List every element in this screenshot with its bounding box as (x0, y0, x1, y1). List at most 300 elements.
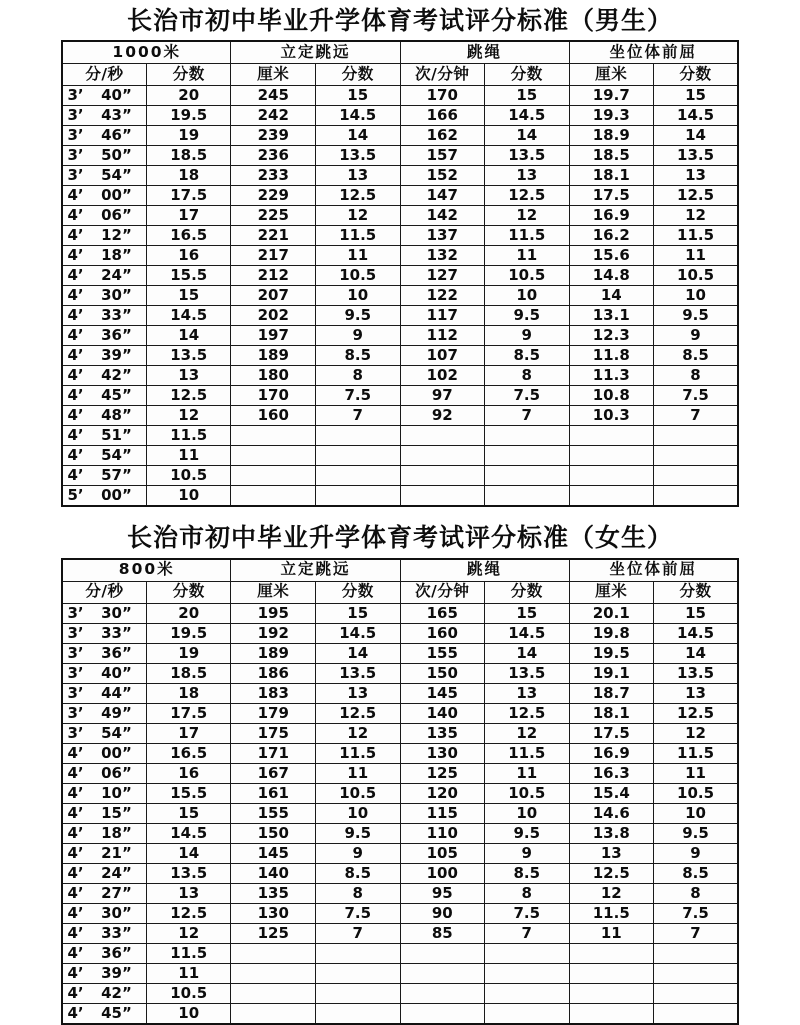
rope-count-cell: 142 (400, 206, 485, 226)
sit-score-cell: 10.5 (654, 266, 739, 286)
rope-score-cell (485, 943, 570, 963)
sit-reach-cell: 16.2 (569, 226, 654, 246)
rope-score-cell: 13.5 (485, 663, 570, 683)
run-time-seconds: 06” (101, 763, 132, 782)
sit-reach-cell: 12.3 (569, 326, 654, 346)
col-header-run-score-female: 分数 (146, 581, 231, 603)
run-time-seconds: 00” (101, 743, 132, 762)
run-time-cell (62, 603, 147, 623)
table-row (62, 883, 738, 903)
sit-score-cell (654, 943, 739, 963)
col-header-jump-cm-male: 厘米 (231, 64, 316, 86)
sit-reach-cell: 11.5 (569, 903, 654, 923)
run-score-cell: 14 (146, 843, 231, 863)
run-time-cell (62, 983, 147, 1003)
rope-count-cell (400, 486, 485, 507)
table-row (62, 406, 738, 426)
table-row (62, 386, 738, 406)
run-time-cell (62, 106, 147, 126)
run-score-cell: 17 (146, 206, 231, 226)
run-score-cell: 14.5 (146, 306, 231, 326)
jump-score-cell: 12.5 (315, 186, 400, 206)
run-time-cell (62, 126, 147, 146)
run-score-cell: 12.5 (146, 903, 231, 923)
jump-score-cell: 13.5 (315, 146, 400, 166)
sit-score-cell: 8 (654, 883, 739, 903)
jump-distance-cell: 225 (231, 206, 316, 226)
jump-score-cell: 14 (315, 126, 400, 146)
rope-count-cell (400, 943, 485, 963)
run-time-minutes: 3’ (67, 703, 84, 722)
rope-count-cell: 132 (400, 246, 485, 266)
rope-score-cell: 13 (485, 166, 570, 186)
sit-reach-cell: 19.7 (569, 86, 654, 106)
sit-score-cell: 13 (654, 683, 739, 703)
rope-score-cell: 9.5 (485, 306, 570, 326)
col-header-rope-score-male: 分数 (485, 64, 570, 86)
run-score-cell: 13 (146, 883, 231, 903)
column-header-row-male (62, 64, 738, 86)
sit-reach-cell (569, 983, 654, 1003)
sit-score-cell: 12 (654, 723, 739, 743)
rope-score-cell (485, 1003, 570, 1024)
run-time-minutes: 4’ (67, 346, 84, 365)
sit-score-cell: 8.5 (654, 346, 739, 366)
sit-reach-cell: 11 (569, 923, 654, 943)
jump-score-cell: 8.5 (315, 863, 400, 883)
jump-score-cell: 12.5 (315, 703, 400, 723)
rope-score-cell: 11 (485, 763, 570, 783)
sit-score-cell: 12.5 (654, 703, 739, 723)
rope-score-cell: 9 (485, 843, 570, 863)
rope-count-cell: 150 (400, 663, 485, 683)
run-time-minutes: 4’ (67, 803, 84, 822)
run-time-cell (62, 386, 147, 406)
run-time-minutes: 4’ (67, 366, 84, 385)
run-score-cell: 16.5 (146, 226, 231, 246)
sit-score-cell: 9.5 (654, 306, 739, 326)
jump-distance-cell: 161 (231, 783, 316, 803)
column-header-row-female (62, 581, 738, 603)
run-time-seconds: 36” (101, 643, 132, 662)
table-row (62, 366, 738, 386)
run-time-cell (62, 346, 147, 366)
run-score-cell: 19.5 (146, 623, 231, 643)
rope-count-cell: 160 (400, 623, 485, 643)
run-time-minutes: 4’ (67, 406, 84, 425)
rope-count-cell: 122 (400, 286, 485, 306)
sit-score-cell (654, 1003, 739, 1024)
rope-count-cell: 112 (400, 326, 485, 346)
run-score-cell: 12 (146, 406, 231, 426)
rope-score-cell: 15 (485, 603, 570, 623)
run-time-seconds: 54” (101, 166, 132, 185)
jump-score-cell: 9.5 (315, 823, 400, 843)
group-header-ropeskip-female: 跳绳 (400, 559, 569, 582)
sit-score-cell (654, 963, 739, 983)
run-time-minutes: 4’ (67, 446, 84, 465)
rope-score-cell (485, 963, 570, 983)
run-time-minutes: 3’ (67, 623, 84, 642)
rope-count-cell: 120 (400, 783, 485, 803)
rope-score-cell: 11 (485, 246, 570, 266)
jump-score-cell: 7 (315, 923, 400, 943)
run-time-seconds: 30” (101, 903, 132, 922)
table-row (62, 863, 738, 883)
table-body-male (62, 86, 738, 507)
table-row (62, 326, 738, 346)
run-time-seconds: 30” (101, 286, 132, 305)
sit-score-cell (654, 983, 739, 1003)
jump-score-cell (315, 426, 400, 446)
sit-score-cell: 8 (654, 366, 739, 386)
jump-score-cell: 15 (315, 86, 400, 106)
run-time-cell (62, 943, 147, 963)
table-row (62, 446, 738, 466)
sit-reach-cell: 19.1 (569, 663, 654, 683)
run-time-cell (62, 723, 147, 743)
run-time-seconds: 10” (101, 783, 132, 802)
table-row (62, 743, 738, 763)
run-score-cell: 17.5 (146, 703, 231, 723)
run-time-cell (62, 663, 147, 683)
jump-distance-cell: 183 (231, 683, 316, 703)
run-time-cell (62, 623, 147, 643)
col-header-jump-score-male: 分数 (315, 64, 400, 86)
jump-score-cell (315, 486, 400, 507)
rope-score-cell: 9.5 (485, 823, 570, 843)
sit-reach-cell: 18.1 (569, 703, 654, 723)
sit-score-cell: 14 (654, 126, 739, 146)
run-time-cell (62, 226, 147, 246)
rope-count-cell: 130 (400, 743, 485, 763)
col-header-sit-cm-male: 厘米 (569, 64, 654, 86)
run-time-seconds: 15” (101, 803, 132, 822)
rope-count-cell: 157 (400, 146, 485, 166)
run-score-cell: 11 (146, 446, 231, 466)
run-time-seconds: 24” (101, 863, 132, 882)
run-time-cell (62, 286, 147, 306)
col-header-run-score-male: 分数 (146, 64, 231, 86)
table-row (62, 663, 738, 683)
scoring-table-female (61, 558, 739, 1025)
rope-count-cell: 145 (400, 683, 485, 703)
col-header-sit-score-female: 分数 (654, 581, 739, 603)
table-row (62, 703, 738, 723)
table-row (62, 246, 738, 266)
run-time-minutes: 3’ (67, 126, 84, 145)
col-header-sit-score-male: 分数 (654, 64, 739, 86)
col-header-jump-score-female: 分数 (315, 581, 400, 603)
run-time-cell (62, 863, 147, 883)
run-score-cell: 11 (146, 963, 231, 983)
run-time-cell (62, 86, 147, 106)
sit-reach-cell: 12 (569, 883, 654, 903)
run-score-cell: 18 (146, 166, 231, 186)
rope-score-cell: 10.5 (485, 783, 570, 803)
run-time-cell (62, 306, 147, 326)
jump-score-cell: 12 (315, 206, 400, 226)
sit-score-cell: 9 (654, 843, 739, 863)
run-time-seconds: 21” (101, 843, 132, 862)
sit-reach-cell: 16.9 (569, 743, 654, 763)
sit-reach-cell (569, 486, 654, 507)
rope-count-cell (400, 1003, 485, 1024)
sit-reach-cell (569, 943, 654, 963)
jump-score-cell (315, 1003, 400, 1024)
jump-distance-cell: 167 (231, 763, 316, 783)
run-time-minutes: 4’ (67, 206, 84, 225)
run-time-seconds: 50” (101, 146, 132, 165)
jump-distance-cell (231, 486, 316, 507)
table-row (62, 1003, 738, 1024)
rope-score-cell: 13.5 (485, 146, 570, 166)
jump-distance-cell: 186 (231, 663, 316, 683)
run-score-cell: 18.5 (146, 663, 231, 683)
jump-score-cell: 9.5 (315, 306, 400, 326)
run-time-cell (62, 883, 147, 903)
run-score-cell: 13.5 (146, 346, 231, 366)
run-time-minutes: 4’ (67, 186, 84, 205)
table-row (62, 683, 738, 703)
run-time-seconds: 40” (101, 663, 132, 682)
table-head-female (62, 559, 738, 604)
col-header-rope-count-female: 次/分钟 (400, 581, 485, 603)
table-row (62, 723, 738, 743)
jump-score-cell: 11 (315, 246, 400, 266)
jump-distance-cell: 189 (231, 643, 316, 663)
group-header-row-female (62, 559, 738, 582)
table-row (62, 803, 738, 823)
jump-distance-cell: 170 (231, 386, 316, 406)
sit-reach-cell: 11.3 (569, 366, 654, 386)
run-time-minutes: 4’ (67, 983, 84, 1002)
run-score-cell: 13.5 (146, 863, 231, 883)
jump-score-cell: 10 (315, 803, 400, 823)
rope-count-cell: 135 (400, 723, 485, 743)
sit-score-cell: 12 (654, 206, 739, 226)
sit-reach-cell: 11.8 (569, 346, 654, 366)
jump-distance-cell: 140 (231, 863, 316, 883)
run-time-seconds: 45” (101, 386, 132, 405)
run-score-cell: 10 (146, 486, 231, 507)
table-row (62, 266, 738, 286)
jump-distance-cell: 236 (231, 146, 316, 166)
sit-reach-cell: 13.1 (569, 306, 654, 326)
run-score-cell: 14.5 (146, 823, 231, 843)
rope-score-cell (485, 446, 570, 466)
run-time-minutes: 4’ (67, 246, 84, 265)
jump-score-cell: 8 (315, 883, 400, 903)
rope-score-cell (485, 426, 570, 446)
table-row (62, 643, 738, 663)
run-score-cell: 19.5 (146, 106, 231, 126)
run-time-minutes: 3’ (67, 603, 84, 622)
sit-reach-cell: 19.5 (569, 643, 654, 663)
col-header-run-time-female: 分/秒 (62, 581, 147, 603)
run-time-cell (62, 823, 147, 843)
run-time-minutes: 4’ (67, 466, 84, 485)
rope-score-cell: 7.5 (485, 903, 570, 923)
sit-score-cell (654, 466, 739, 486)
table-row (62, 983, 738, 1003)
sit-reach-cell: 14.8 (569, 266, 654, 286)
rope-score-cell: 8 (485, 883, 570, 903)
table-row (62, 226, 738, 246)
rope-count-cell: 115 (400, 803, 485, 823)
rope-score-cell: 10 (485, 803, 570, 823)
run-time-cell (62, 763, 147, 783)
col-header-rope-count-male: 次/分钟 (400, 64, 485, 86)
jump-score-cell (315, 963, 400, 983)
run-time-seconds: 39” (101, 346, 132, 365)
run-time-minutes: 3’ (67, 106, 84, 125)
table-row (62, 963, 738, 983)
run-score-cell: 16 (146, 763, 231, 783)
sit-reach-cell: 12.5 (569, 863, 654, 883)
sit-score-cell: 14 (654, 643, 739, 663)
jump-distance-cell: 192 (231, 623, 316, 643)
jump-score-cell: 9 (315, 326, 400, 346)
run-time-cell (62, 446, 147, 466)
run-time-seconds: 54” (101, 446, 132, 465)
rope-count-cell: 125 (400, 763, 485, 783)
sit-reach-cell: 19.3 (569, 106, 654, 126)
sit-reach-cell: 16.3 (569, 763, 654, 783)
sit-reach-cell (569, 963, 654, 983)
rope-count-cell (400, 426, 485, 446)
jump-score-cell: 10.5 (315, 783, 400, 803)
rope-score-cell: 10.5 (485, 266, 570, 286)
sit-score-cell: 10 (654, 803, 739, 823)
sit-reach-cell (569, 1003, 654, 1024)
run-time-seconds: 00” (101, 186, 132, 205)
jump-distance-cell: 229 (231, 186, 316, 206)
table-row (62, 943, 738, 963)
sit-reach-cell: 20.1 (569, 603, 654, 623)
jump-score-cell: 7.5 (315, 903, 400, 923)
jump-score-cell (315, 983, 400, 1003)
run-time-cell (62, 803, 147, 823)
sit-score-cell (654, 426, 739, 446)
group-header-row-male (62, 41, 738, 64)
jump-distance-cell: 125 (231, 923, 316, 943)
rope-score-cell: 14.5 (485, 623, 570, 643)
rope-score-cell (485, 983, 570, 1003)
table-row (62, 426, 738, 446)
jump-score-cell: 10.5 (315, 266, 400, 286)
rope-score-cell: 14.5 (485, 106, 570, 126)
rope-score-cell: 7 (485, 923, 570, 943)
jump-distance-cell: 242 (231, 106, 316, 126)
run-time-seconds: 46” (101, 126, 132, 145)
run-time-minutes: 4’ (67, 843, 84, 862)
sit-reach-cell: 19.8 (569, 623, 654, 643)
group-header-run-female: 800米 (62, 559, 231, 582)
run-time-seconds: 06” (101, 206, 132, 225)
run-score-cell: 18 (146, 683, 231, 703)
table-row (62, 306, 738, 326)
jump-distance-cell: 197 (231, 326, 316, 346)
sit-score-cell: 14.5 (654, 623, 739, 643)
jump-score-cell: 14.5 (315, 623, 400, 643)
jump-distance-cell (231, 963, 316, 983)
rope-score-cell: 14 (485, 126, 570, 146)
rope-count-cell: 117 (400, 306, 485, 326)
run-time-minutes: 4’ (67, 923, 84, 942)
run-score-cell: 10.5 (146, 466, 231, 486)
jump-score-cell: 13.5 (315, 663, 400, 683)
run-time-seconds: 33” (101, 623, 132, 642)
jump-score-cell: 10 (315, 286, 400, 306)
table-row (62, 146, 738, 166)
jump-distance-cell: 160 (231, 406, 316, 426)
run-score-cell: 15.5 (146, 266, 231, 286)
jump-score-cell: 9 (315, 843, 400, 863)
sit-score-cell: 12.5 (654, 186, 739, 206)
table-row (62, 486, 738, 507)
rope-score-cell (485, 486, 570, 507)
table-row (62, 623, 738, 643)
sit-reach-cell: 10.8 (569, 386, 654, 406)
rope-score-cell: 10 (485, 286, 570, 306)
group-header-sitreach-male: 坐位体前屈 (569, 41, 738, 64)
run-time-seconds: 36” (101, 943, 132, 962)
run-score-cell: 16 (146, 246, 231, 266)
sit-score-cell: 9 (654, 326, 739, 346)
run-time-minutes: 4’ (67, 426, 84, 445)
run-time-minutes: 4’ (67, 783, 84, 802)
rope-count-cell: 155 (400, 643, 485, 663)
run-time-seconds: 36” (101, 326, 132, 345)
jump-distance-cell: 155 (231, 803, 316, 823)
run-time-minutes: 4’ (67, 883, 84, 902)
jump-distance-cell (231, 943, 316, 963)
rope-count-cell (400, 446, 485, 466)
run-time-minutes: 4’ (67, 286, 84, 305)
table-row (62, 603, 738, 623)
rope-count-cell: 107 (400, 346, 485, 366)
run-time-cell (62, 146, 147, 166)
col-header-sit-cm-female: 厘米 (569, 581, 654, 603)
sit-score-cell: 10.5 (654, 783, 739, 803)
run-time-cell (62, 426, 147, 446)
run-time-seconds: 44” (101, 683, 132, 702)
jump-distance-cell (231, 1003, 316, 1024)
rope-count-cell: 152 (400, 166, 485, 186)
jump-distance-cell: 171 (231, 743, 316, 763)
table-row (62, 286, 738, 306)
run-score-cell: 20 (146, 603, 231, 623)
table-body-female (62, 603, 738, 1024)
scoring-table-male (61, 40, 739, 507)
run-time-cell (62, 683, 147, 703)
jump-distance-cell (231, 466, 316, 486)
run-time-cell (62, 406, 147, 426)
jump-score-cell: 7.5 (315, 386, 400, 406)
run-time-minutes: 5’ (67, 486, 84, 505)
run-time-minutes: 4’ (67, 863, 84, 882)
jump-distance-cell: 179 (231, 703, 316, 723)
run-time-seconds: 54” (101, 723, 132, 742)
run-time-cell (62, 486, 147, 507)
sit-reach-cell (569, 426, 654, 446)
run-time-seconds: 27” (101, 883, 132, 902)
run-time-minutes: 3’ (67, 723, 84, 742)
sit-score-cell: 7.5 (654, 903, 739, 923)
jump-score-cell: 12 (315, 723, 400, 743)
jump-distance-cell (231, 446, 316, 466)
